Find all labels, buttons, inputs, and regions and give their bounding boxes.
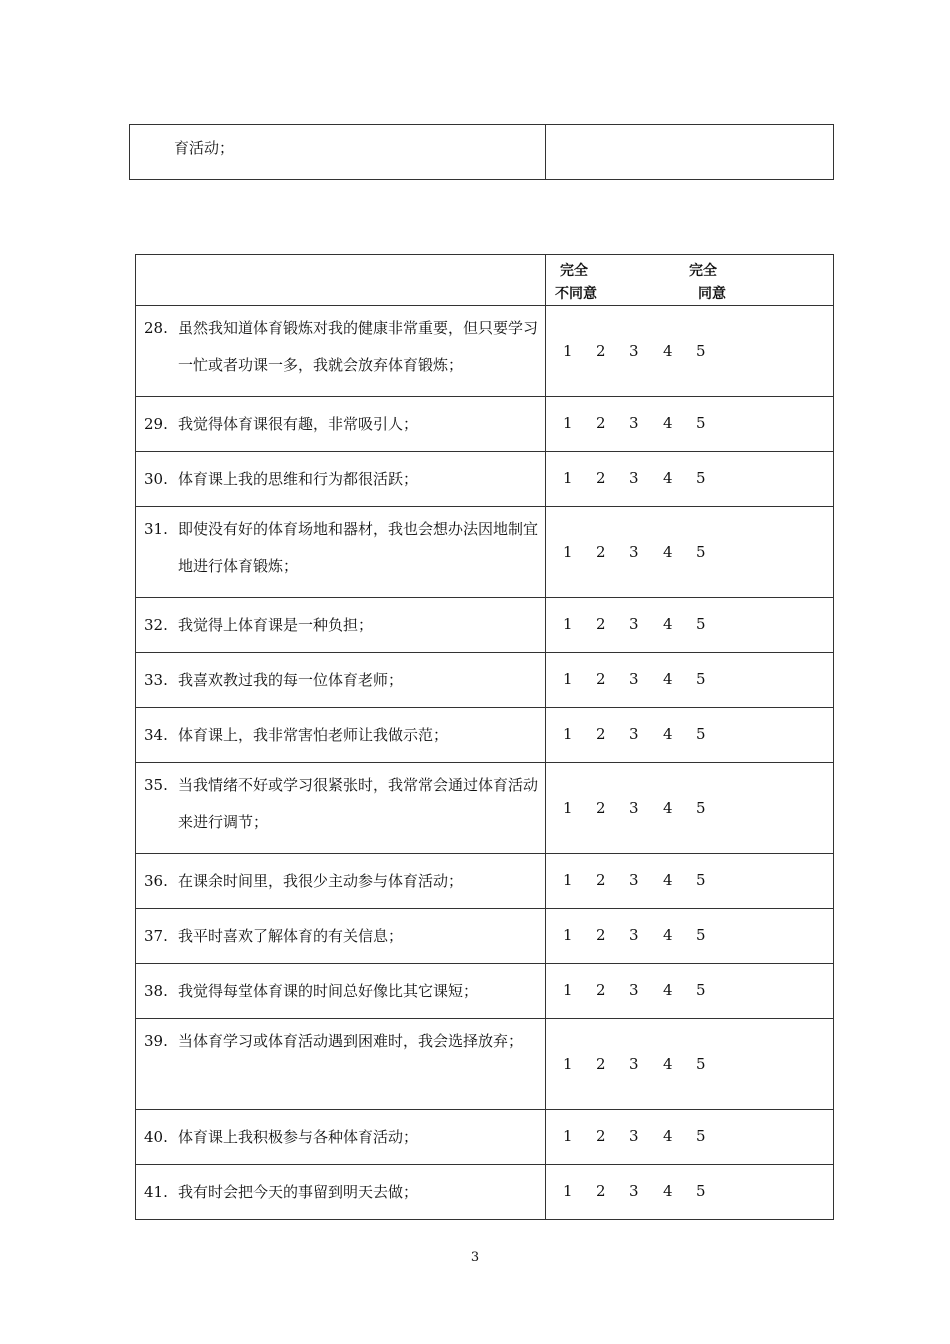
question-cell (136, 708, 546, 763)
question-row (136, 452, 834, 507)
question-number: 38. (144, 982, 168, 1000)
scale-option-3[interactable]: 3 (629, 725, 639, 743)
scale-option-2[interactable]: 2 (596, 615, 606, 633)
scale-option-5[interactable]: 5 (696, 341, 706, 360)
question-row (136, 1110, 834, 1165)
scale-option-1[interactable]: 1 (563, 341, 573, 360)
continuation-question-cell (130, 125, 546, 180)
scale-option-1[interactable]: 1 (563, 469, 573, 487)
question-text: 当体育学习或体育活动遇到困难时，我会选择放弃； (178, 1032, 524, 1050)
scale-cell (546, 452, 834, 507)
question-text: 虽然我知道体育锻炼对我的健康非常重要，但只要学习一忙或者功课一多，我就会放弃体育锻炼； (178, 319, 539, 374)
scale-cell (546, 909, 834, 964)
scale-option-5[interactable]: 5 (696, 798, 706, 817)
scale-option-3[interactable]: 3 (629, 469, 639, 487)
scale-option-3[interactable]: 3 (629, 670, 639, 688)
question-text: 我觉得上体育课是一种负担； (178, 616, 374, 634)
question-number: 39. (144, 1032, 168, 1050)
scale-cell (546, 397, 834, 452)
scale-option-4[interactable]: 4 (663, 725, 673, 743)
question-cell (136, 1110, 546, 1165)
scale-cell (546, 763, 834, 854)
question-number: 33. (144, 671, 168, 689)
question-text: 我觉得体育课很有趣，非常吸引人； (178, 415, 419, 433)
scale-cell (546, 306, 834, 397)
scale-option-5[interactable]: 5 (696, 1127, 706, 1145)
question-text: 我觉得每堂体育课的时间总好像比其它课短； (178, 982, 479, 1000)
scale-option-5[interactable]: 5 (696, 1182, 706, 1200)
scale-cell (546, 653, 834, 708)
scale-option-4[interactable]: 4 (663, 926, 673, 944)
question-text: 在课余时间里，我很少主动参与体育活动； (178, 872, 464, 890)
question-cell (136, 598, 546, 653)
continuation-table (129, 124, 834, 180)
scale-option-4[interactable]: 4 (663, 615, 673, 633)
scale-option-4[interactable]: 4 (663, 341, 673, 360)
question-row (136, 507, 834, 598)
question-cell (136, 763, 546, 854)
scale-option-1[interactable]: 1 (563, 1182, 573, 1200)
question-row (136, 653, 834, 708)
question-number: 41. (144, 1183, 168, 1201)
scale-option-2[interactable]: 2 (596, 1127, 606, 1145)
question-text: 当我情绪不好或学习很紧张时，我常常会通过体育活动来进行调节； (178, 776, 539, 831)
question-row (136, 1019, 834, 1110)
header-right-top: 完全 (689, 263, 717, 279)
scale-option-5[interactable]: 5 (696, 981, 706, 999)
scale-option-3[interactable]: 3 (629, 341, 639, 360)
question-text: 我有时会把今天的事留到明天去做； (178, 1183, 419, 1201)
header-right-bottom: 同意 (698, 286, 726, 302)
scale-option-5[interactable]: 5 (696, 670, 706, 688)
scale-option-3[interactable]: 3 (629, 1127, 639, 1145)
question-number: 36. (144, 872, 168, 890)
scale-option-2[interactable]: 2 (596, 542, 606, 561)
question-text: 体育课上我积极参与各种体育活动； (178, 1128, 419, 1146)
question-row (136, 598, 834, 653)
scale-option-2[interactable]: 2 (596, 469, 606, 487)
scale-option-1[interactable]: 1 (563, 1054, 573, 1073)
continuation-question-text: 育活动； (174, 139, 235, 157)
scale-option-2[interactable]: 2 (596, 341, 606, 360)
question-text: 即使没有好的体育场地和器材，我也会想办法因地制宜地进行体育锻炼； (178, 520, 539, 575)
question-number: 34. (144, 726, 168, 744)
scale-option-5[interactable]: 5 (696, 926, 706, 944)
question-cell (136, 964, 546, 1019)
scale-option-4[interactable]: 4 (663, 469, 673, 487)
scale-option-5[interactable]: 5 (696, 469, 706, 487)
scale-option-3[interactable]: 3 (629, 871, 639, 889)
scale-option-3[interactable]: 3 (629, 414, 639, 432)
question-row (136, 708, 834, 763)
scale-option-5[interactable]: 5 (696, 542, 706, 561)
header-left-bottom: 不同意 (555, 286, 597, 302)
scale-option-1[interactable]: 1 (563, 981, 573, 999)
scale-option-4[interactable]: 4 (663, 798, 673, 817)
continuation-scale-cell (546, 125, 834, 180)
scale-option-1[interactable]: 1 (563, 871, 573, 889)
question-row (136, 397, 834, 452)
question-cell (136, 306, 546, 397)
scale-cell (546, 1110, 834, 1165)
scale-cell (546, 1019, 834, 1110)
question-number: 29. (144, 415, 168, 433)
question-text: 我喜欢教过我的每一位体育老师； (178, 671, 404, 689)
question-cell (136, 507, 546, 598)
scale-option-2[interactable]: 2 (596, 981, 606, 999)
question-number: 40. (144, 1128, 168, 1146)
question-text: 体育课上，我非常害怕老师让我做示范； (178, 726, 449, 744)
question-cell (136, 653, 546, 708)
scale-cell (546, 1165, 834, 1220)
rating-scale (546, 909, 833, 963)
header-left-top: 完全 (560, 263, 588, 279)
scale-option-4[interactable]: 4 (663, 670, 673, 688)
scale-option-1[interactable]: 1 (563, 414, 573, 432)
scale-option-5[interactable]: 5 (696, 725, 706, 743)
scale-cell (546, 854, 834, 909)
scale-option-5[interactable]: 5 (696, 615, 706, 633)
question-number: 35. (144, 776, 168, 794)
rating-scale (546, 763, 833, 853)
question-text: 体育课上我的思维和行为都很活跃； (178, 470, 419, 488)
scale-option-1[interactable]: 1 (563, 926, 573, 944)
scale-option-1[interactable]: 1 (563, 670, 573, 688)
question-cell (136, 854, 546, 909)
scale-cell (546, 598, 834, 653)
scale-option-2[interactable]: 2 (596, 871, 606, 889)
question-row (136, 763, 834, 854)
rating-scale (546, 452, 833, 506)
scale-option-3[interactable]: 3 (629, 926, 639, 944)
scale-option-1[interactable]: 1 (563, 615, 573, 633)
question-number: 32. (144, 616, 168, 634)
scale-option-3[interactable]: 3 (629, 1054, 639, 1073)
rating-scale (546, 397, 833, 451)
rating-scale (546, 1165, 833, 1219)
rating-scale (546, 1019, 833, 1109)
scale-option-4[interactable]: 4 (663, 1127, 673, 1145)
scale-option-1[interactable]: 1 (563, 1127, 573, 1145)
question-cell (136, 397, 546, 452)
scale-option-3[interactable]: 3 (629, 542, 639, 561)
scale-option-3[interactable]: 3 (629, 981, 639, 999)
scale-option-5[interactable]: 5 (696, 1054, 706, 1073)
questionnaire-table (135, 254, 834, 1220)
scale-option-3[interactable]: 3 (629, 1182, 639, 1200)
rating-scale (546, 1110, 833, 1164)
scale-cell (546, 507, 834, 598)
rating-scale (546, 507, 833, 597)
scale-option-1[interactable]: 1 (563, 798, 573, 817)
question-cell (136, 909, 546, 964)
scale-option-5[interactable]: 5 (696, 871, 706, 889)
rating-scale (546, 306, 833, 396)
question-row (136, 964, 834, 1019)
question-row (136, 306, 834, 397)
question-number: 28. (144, 319, 168, 337)
scale-option-2[interactable]: 2 (596, 798, 606, 817)
rating-scale (546, 854, 833, 908)
scale-option-2[interactable]: 2 (596, 1182, 606, 1200)
question-row (136, 909, 834, 964)
question-number: 31. (144, 520, 168, 538)
scale-option-4[interactable]: 4 (663, 542, 673, 561)
scale-option-4[interactable]: 4 (663, 1054, 673, 1073)
question-cell (136, 452, 546, 507)
scale-option-4[interactable]: 4 (663, 871, 673, 889)
question-row (136, 1165, 834, 1220)
scale-option-2[interactable]: 2 (596, 725, 606, 743)
scale-option-3[interactable]: 3 (629, 615, 639, 633)
question-text: 我平时喜欢了解体育的有关信息； (178, 927, 404, 945)
question-number: 30. (144, 470, 168, 488)
scale-cell (546, 964, 834, 1019)
question-row (136, 854, 834, 909)
scale-option-5[interactable]: 5 (696, 414, 706, 432)
scale-option-2[interactable]: 2 (596, 1054, 606, 1073)
rating-scale (546, 708, 833, 762)
scale-option-2[interactable]: 2 (596, 670, 606, 688)
scale-option-1[interactable]: 1 (563, 725, 573, 743)
question-cell (136, 1019, 546, 1110)
scale-option-2[interactable]: 2 (596, 926, 606, 944)
page-number: 3 (470, 1250, 480, 1265)
question-cell (136, 1165, 546, 1220)
rating-scale (546, 653, 833, 707)
scale-option-4[interactable]: 4 (663, 1182, 673, 1200)
scale-option-1[interactable]: 1 (563, 542, 573, 561)
question-number: 37. (144, 927, 168, 945)
scale-option-4[interactable]: 4 (663, 981, 673, 999)
scale-option-2[interactable]: 2 (596, 414, 606, 432)
scale-cell (546, 708, 834, 763)
scale-option-3[interactable]: 3 (629, 798, 639, 817)
rating-scale (546, 598, 833, 652)
header-scale-cell (546, 255, 834, 306)
scale-option-4[interactable]: 4 (663, 414, 673, 432)
rating-scale (546, 964, 833, 1018)
